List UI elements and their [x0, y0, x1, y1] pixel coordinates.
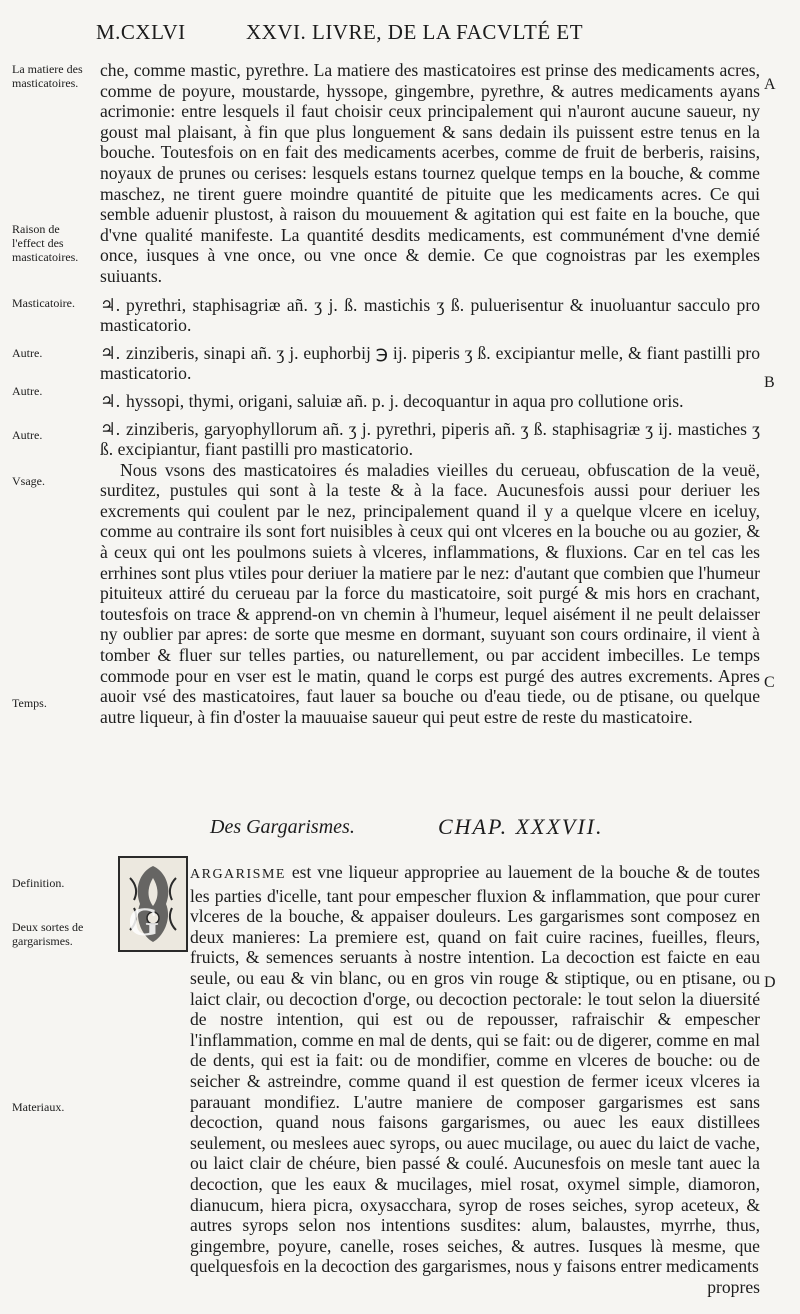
margin-note-temps: Temps. — [12, 696, 47, 710]
recipe-item — [100, 391, 760, 412]
recipe-text: zinziberis, garyophyllorum añ. ʒ j. pyrethri, piperis añ. ʒ ß. staphisagriæ ʒ ij. mastiches ʒ ß. excipiantur, fiant pastilli pro masticatorio. — [100, 418, 760, 460]
margin-note-autre-1: Autre. — [12, 346, 43, 360]
margin-note-matiere: La matiere des masticatoires. — [12, 62, 83, 90]
section-letter-b: B — [764, 374, 775, 391]
section-letter-a: A — [764, 76, 776, 93]
recipe-text: zinziberis, sinapi añ. ʒ j. euphorbij ℈ ij. piperis ʒ ß. excipiantur melle, & fiant pastilli pro masticatorio. — [100, 342, 760, 384]
paragraph-masticatoires: che, comme mastic, pyrethre. La matiere des masticatoires est prinse des medicaments acres, comme de poyure, moustarde, hyssope, gingembre, pyrethre, & autres medicaments ayans acrimonie: entre lesquels il faut choisir ceux principalement qui n'auront aucune saueur, ny goust mal plaisant, à fin que plus longuement & sans dedain ils puissent estre tenus en la bouche. Toutesfois on en fait des medicaments acerbes, comme de fruit de berberis, raisins, noyaux de prunes ou cerises: lesquels estans tournez quelque temps en la bouche, & comme maschez, ne tirent guere moindre quantité de pituite que les medicaments acres. Ce qui semble aduenir plustost, à raison du mouuement & agitation qui est faite en la bouche, que d'vne qualité manifeste. La quantité desdits medicaments, est communément d'vne demié once, iusques à vne once, ou vne once & demie. Ce que cognoistras par les exemples suiuants. — [100, 60, 760, 286]
recipe-item — [100, 295, 760, 336]
margin-note-autre-3: Autre. — [12, 428, 43, 442]
catchword: propres — [707, 1276, 760, 1297]
margin-note-definition: Definition. — [12, 876, 65, 890]
paragraph-gargarismes — [100, 862, 760, 1277]
recipe-symbol: ♃. — [100, 418, 121, 439]
initial-letter: G — [128, 899, 160, 944]
section-letter-c: C — [764, 674, 775, 691]
margin-note-autre-2: Autre. — [12, 384, 43, 398]
running-title: XXVI. LIVRE, DE LA FACVLTÉ ET — [246, 20, 584, 44]
chapter-title: Des Gargarismes. — [210, 816, 355, 838]
section-letter-d: D — [764, 974, 776, 991]
gargarisme-text-block — [100, 862, 760, 1297]
margin-note-masticatoire: Masticatoire. — [12, 296, 75, 310]
recipe-list — [100, 295, 760, 460]
recipe-symbol: ♃. — [100, 342, 121, 363]
recipe-item — [100, 343, 760, 384]
recipe-symbol: ♃. — [100, 390, 121, 411]
chapter-number: CHAP. XXXVII. — [438, 814, 604, 839]
folio-number: M.CXLVI — [96, 20, 186, 44]
recipe-symbol: ♃. — [100, 294, 121, 315]
lead-word: ARGARISME — [190, 867, 286, 882]
main-text-block — [100, 60, 760, 727]
page-header — [96, 20, 756, 50]
recipe-text: pyrethri, staphisagriæ añ. ʒ j. ß. mastichis ʒ ß. puluerisentur & inuoluantur sacculo pro masticatorio. — [100, 294, 760, 336]
recipe-text: hyssopi, thymi, origani, saluiæ añ. p. j. decoquantur in aqua pro collutione oris. — [126, 390, 684, 411]
margin-note-raison: Raison de l'effect des masticatoires. — [12, 222, 79, 264]
recipe-item — [100, 419, 760, 460]
margin-note-vsage: Vsage. — [12, 474, 45, 488]
paragraph-gargarismes-text: est vne liqueur appropriee au lauement de la bouche & de toutes les parties d'icelle, tant pour empescher fluxion & inflammation, que pour curer vlceres de la bouche, & appaiser douleurs. Les gargarismes sont composez en deux manieres: La premiere est, quand on fait cuire racines, fueilles, fleurs, fruicts, & semences seruants à nostre intention. La decoction est faicte en eau seule, ou eau & vin blanc, ou en gros vin rouge & stiptique, ou en ptisane, ou laict clair, ou decoction d'orge, ou decoction pectorale: le tout selon la diuersité de nostre intention, qui est ou de repousser, rafraischir & empescher l'inflammation, comme en mal de dents, qui se fait: ou de digerer, comme en mal de dents, qui est ia fait: ou de mondifier, comme en vlceres de bouche: ou de seicher & astreindre, comme quand il est question de fermer iceux vlceres ia parauant mondifiez. L'autre maniere de composer gargarismes est sans decoction, quand nous faisons gargarismes, ou auec les eaux distillees seulement, ou meslees auec syrops, ou auec mucilage, ou auec du laict de vache, ou laict clair de chéure, bien passé & coulé. Aucunesfois on mesle tant auec la decoction, que les eaux & mucilages, miel rosat, oxymel simple, diamoron, dianucum, hiera picra, oxysacchara, syrop de roses seiches, syrop aceteux, & autres syrops selon nos intentions susdites: alum, balaustes, myrrhe, thus, gingembre, poyure, canelle, roses seiches, & autres. Iusques là mesme, que quelquesfois en la decoction des gargarismes, nous y faisons entrer medicaments — [190, 862, 760, 1277]
chapter-heading — [210, 814, 700, 842]
margin-note-materiaux: Materiaux. — [12, 1100, 65, 1114]
margin-note-deux-sortes: Deux sortes de gargarismes. — [12, 920, 84, 948]
paragraph-vsage: Nous vsons des masticatoires és maladies vieilles du cerueau, obfuscation de la veuë, surditez, pustules qui sont à la teste & à la face. Aucunesfois aussi pour deriuer les excrements qui coulent par le nez, principalement quand il y a quelque vlcere en iceluy, comme au contraire ils sont fort nuisibles à ceux qui ont vlceres en la bouche ou au gozier, & à ceux qui ont les poulmons suiets à vlceres, inflammations, & fluxions. Car en tel cas les errhines sont plus vtiles pour deriuer la matiere par le nez: d'autant que combien que l'humeur pituiteux attiré du cerueau par la force du masticatoire, soit purgé & mis hors en crachant, toutesfois on trace & apprend-on vn chemin à l'humeur, lequel aisément il ne peult delaisser ny oublier par apres: de sorte que mesme en dormant, suyuant son cours ordinaire, il vient à tomber & fluer sur telles parties, ou naturellement, ou par accident imbecilles. Le temps commode pour en vser est le matin, quand le corps est purgé des autres excrements. Apres auoir vsé des masticatoires, faut lauer sa bouche ou d'eau tiede, ou de ptisane, ou quelque autre liqueur, à fin d'oster la mauuaise saueur qui peut estre de reste du masticatoire. — [100, 459, 760, 727]
